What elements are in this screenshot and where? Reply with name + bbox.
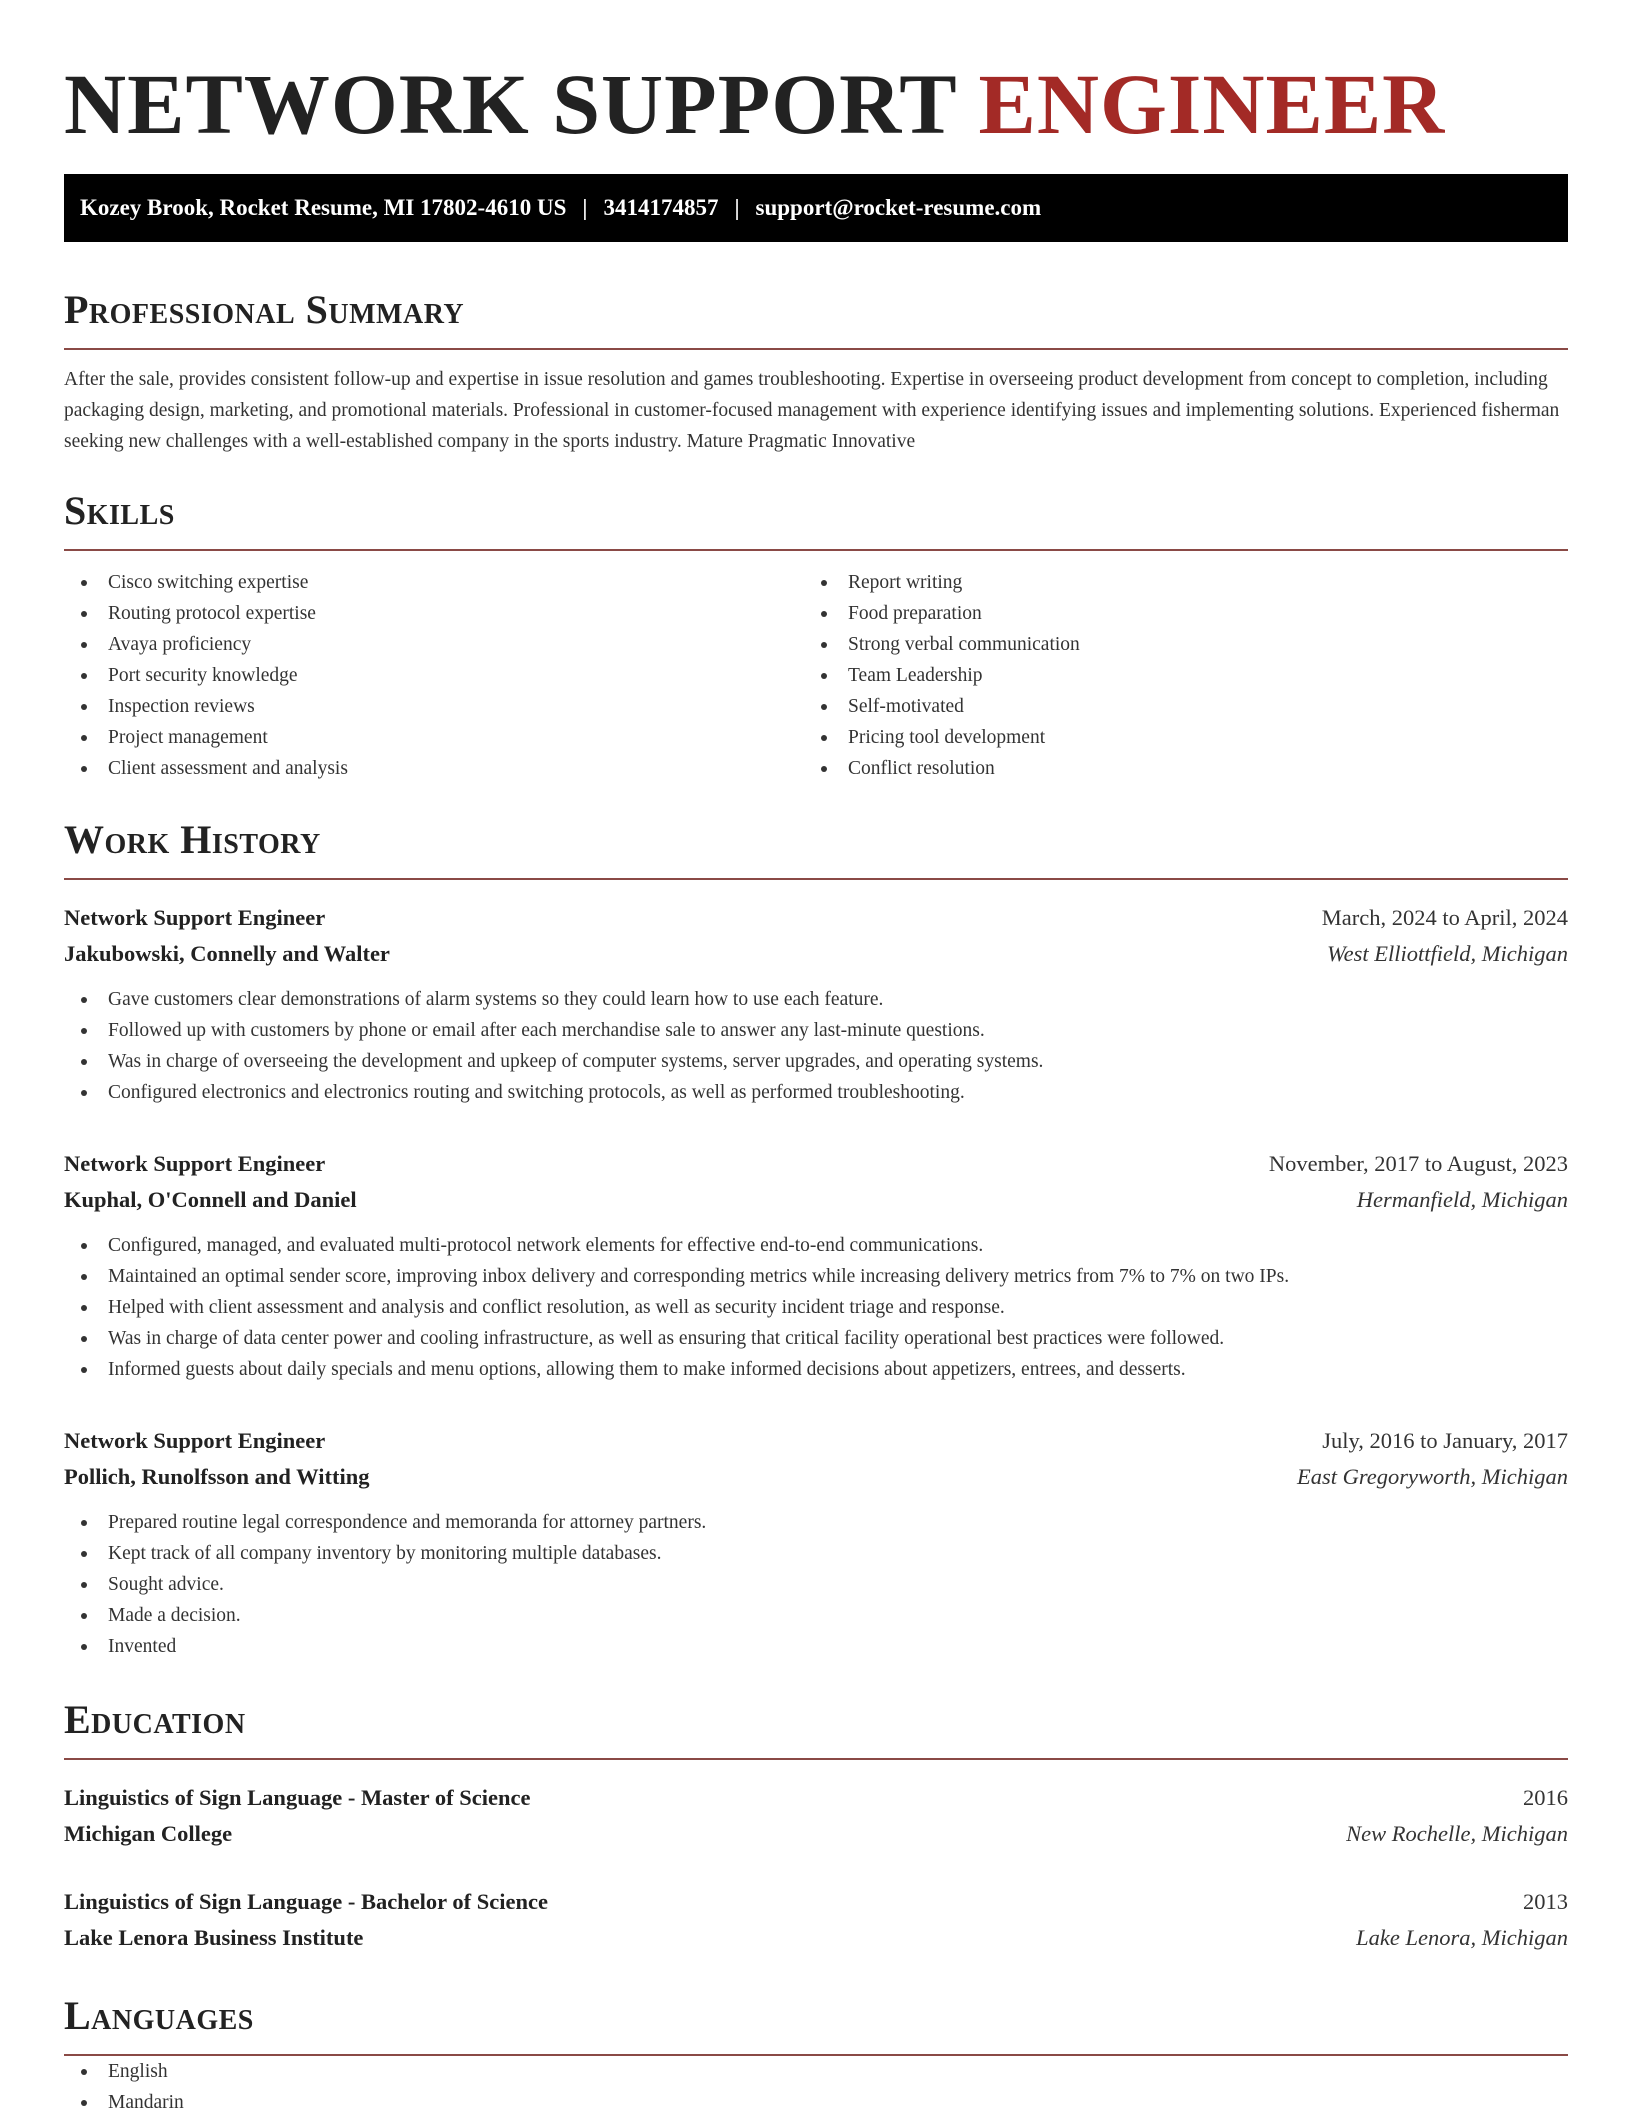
job-dates: March, 2024 to April, 2024 [1321, 905, 1568, 930]
education-year: 2013 [1523, 1889, 1568, 1914]
skill-item: Routing protocol expertise [64, 598, 804, 629]
job-title: Network Support Engineer [64, 905, 326, 930]
contact-separator: | [582, 195, 588, 220]
education-header-row [64, 1884, 1568, 1920]
job-bullet: Configured, managed, and evaluated multi-protocol network elements for effective end-to-end communications. [64, 1230, 1568, 1261]
job-bullet: Helped with client assessment and analysis and conflict resolution, as well as security incident triage and response. [64, 1292, 1568, 1323]
job-bullet: Prepared routine legal correspondence and memoranda for attorney partners. [64, 1507, 1568, 1538]
skill-item: Project management [64, 722, 804, 753]
section-divider [64, 348, 1568, 350]
job-title: Network Support Engineer [64, 1428, 326, 1453]
education-location: Lake Lenora, Michigan [1356, 1925, 1568, 1950]
education-school: Michigan College [64, 1821, 233, 1846]
skills-list-right [804, 567, 1544, 784]
job-bullet: Sought advice. [64, 1569, 1568, 1600]
job-entry [64, 900, 1568, 1108]
education-location: New Rochelle, Michigan [1346, 1821, 1568, 1846]
section-title-skills: Skills [64, 488, 175, 533]
job-company: Kuphal, O'Connell and Daniel [64, 1187, 357, 1212]
job-header-row [64, 1146, 1568, 1182]
education-header-row [64, 1780, 1568, 1816]
section-title-work: Work History [64, 817, 321, 862]
contact-email: support@rocket-resume.com [755, 195, 1042, 220]
skill-item: Team Leadership [804, 660, 1544, 691]
job-location: West Elliottfield, Michigan [1326, 941, 1568, 966]
contact-bar [64, 174, 1568, 242]
section-divider [64, 878, 1568, 880]
skill-item: Report writing [804, 567, 1544, 598]
job-bullets [64, 1507, 1568, 1662]
job-title: Network Support Engineer [64, 1151, 326, 1176]
section-title-languages: Languages [64, 1993, 254, 2038]
skill-item: Pricing tool development [804, 722, 1544, 753]
section-divider [64, 549, 1568, 551]
education-entry [64, 1780, 1568, 1852]
job-dates: November, 2017 to August, 2023 [1268, 1151, 1568, 1176]
skill-item: Food preparation [804, 598, 1544, 629]
languages-list [64, 2056, 1568, 2118]
summary-text: After the sale, provides consistent follow-up and expertise in issue resolution and games troubleshooting. Expertise in overseeing product development from concept to completion, including packaging design, marketing, and promotional materials. Professional in customer-focused management with experience identifying issues and implementing solutions. Experienced fisherman seeking new challenges with a well-established company in the sports industry. Mature Pragmatic Innovative [64, 369, 1560, 452]
job-dates: July, 2016 to January, 2017 [1322, 1428, 1568, 1453]
contact-address: Kozey Brook, Rocket Resume, MI 17802-4610 US [80, 195, 567, 220]
job-bullet: Informed guests about daily specials and menu options, allowing them to make informed decisions about appetizers, entrees, and desserts. [64, 1354, 1568, 1385]
skill-item: Cisco switching expertise [64, 567, 804, 598]
job-company-row [64, 1182, 1568, 1218]
title-accent: ENGINEER [978, 56, 1446, 152]
education-year: 2016 [1523, 1785, 1568, 1810]
skills-column-right [804, 567, 1544, 784]
education-school-row [64, 1816, 1568, 1852]
skill-item: Conflict resolution [804, 753, 1544, 784]
skills-column-left [64, 567, 804, 784]
section-title-summary: Professional Summary [64, 287, 465, 332]
skill-item: Inspection reviews [64, 691, 804, 722]
job-bullets [64, 984, 1568, 1108]
job-company-row [64, 1459, 1568, 1495]
language-item: Mandarin [64, 2087, 1568, 2118]
education-entry [64, 1884, 1568, 1956]
job-bullet: Invented [64, 1631, 1568, 1662]
job-bullet: Kept track of all company inventory by monitoring multiple databases. [64, 1538, 1568, 1569]
job-entry [64, 1423, 1568, 1662]
job-bullets [64, 1230, 1568, 1385]
job-company-row [64, 936, 1568, 972]
job-location: Hermanfield, Michigan [1356, 1187, 1568, 1212]
resume-title [64, 52, 1568, 156]
section-divider [64, 1758, 1568, 1760]
job-location: East Gregoryworth, Michigan [1296, 1464, 1568, 1489]
job-bullet: Followed up with customers by phone or email after each merchandise sale to answer any last-minute questions. [64, 1015, 1568, 1046]
education-school: Lake Lenora Business Institute [64, 1925, 364, 1950]
skills-grid [64, 567, 1568, 784]
skill-item: Port security knowledge [64, 660, 804, 691]
job-bullet: Was in charge of data center power and cooling infrastructure, as well as ensuring that critical facility operational best practices were followed. [64, 1323, 1568, 1354]
job-bullet: Was in charge of overseeing the development and upkeep of computer systems, server upgrades, and operating systems. [64, 1046, 1568, 1077]
job-company: Pollich, Runolfsson and Witting [64, 1464, 370, 1489]
skill-item: Client assessment and analysis [64, 753, 804, 784]
job-header-row [64, 900, 1568, 936]
job-header-row [64, 1423, 1568, 1459]
title-main: NETWORK SUPPORT [64, 56, 957, 152]
job-bullet: Configured electronics and electronics routing and switching protocols, as well as performed troubleshooting. [64, 1077, 1568, 1108]
contact-phone: 3414174857 [603, 195, 719, 220]
section-title-education: Education [64, 1697, 246, 1742]
job-company: Jakubowski, Connelly and Walter [64, 941, 390, 966]
job-bullet: Maintained an optimal sender score, improving inbox delivery and corresponding metrics while increasing delivery metrics from 7% to 7% on two IPs. [64, 1261, 1568, 1292]
language-item: English [64, 2056, 1568, 2087]
job-bullet: Gave customers clear demonstrations of alarm systems so they could learn how to use each feature. [64, 984, 1568, 1015]
skill-item: Avaya proficiency [64, 629, 804, 660]
skills-list-left [64, 567, 804, 784]
contact-separator: | [734, 195, 740, 220]
education-degree: Linguistics of Sign Language - Master of Science [64, 1785, 531, 1810]
job-bullet: Made a decision. [64, 1600, 1568, 1631]
resume-page [64, 0, 1568, 2118]
skill-item: Self-motivated [804, 691, 1544, 722]
job-entry [64, 1146, 1568, 1385]
education-degree: Linguistics of Sign Language - Bachelor of Science [64, 1889, 548, 1914]
education-school-row [64, 1920, 1568, 1956]
skill-item: Strong verbal communication [804, 629, 1544, 660]
